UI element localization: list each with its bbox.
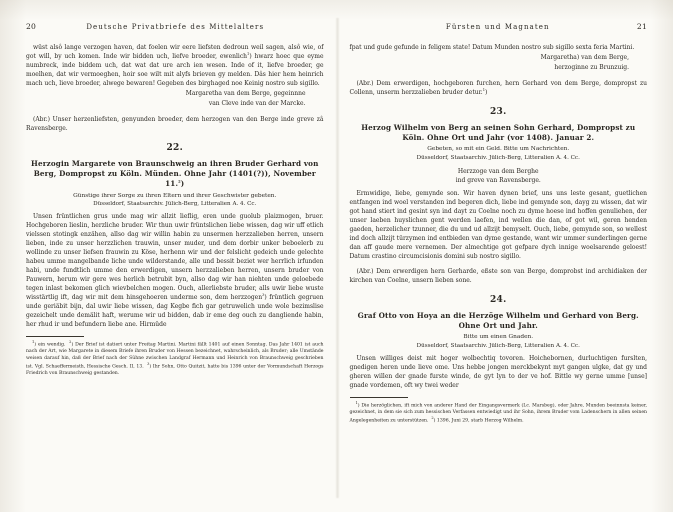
- section-23-verse-line-2: ind greve van Ravensberge.: [455, 176, 541, 184]
- section-22-subtitle: Günstige ihrer Sorge zu ihren Eltern und ihrer Geschwister gebeten.: [73, 192, 277, 199]
- section-24-text: Unsen williges deist mit hoger wolbechtiq tovoren. Hoichebornen, durluchtigen furslten, gnedigen heren unde lieve ome. Uns hebbe jongen merckbekynt myt gangen ulgke, dat gy und gheren willen der gnade furste winde, de gyt lyn to der ve hof. Bittle wy gerne umme [unse] gnade vordemen, oft wy twei weder: [349, 354, 647, 389]
- right-page-header: [349, 22, 648, 31]
- right-spacer-1: [350, 73, 648, 76]
- left-folio-number: 20: [26, 22, 37, 31]
- section-23-number: 23.: [489, 107, 507, 117]
- left-page-header: [26, 22, 325, 31]
- right-folio-number: 21: [636, 22, 647, 31]
- left-address-note: (Abr.) Unser herzenliefsten, genyunden broeder, dem herzogen van den Berge inde greve zâ Ravensberge.: [26, 116, 324, 132]
- left-footnote-rule: [26, 336, 84, 337]
- left-footnote-1: $^1$) ein wendig. $^2$) Der Brief ist datiert unter Freitag Martini. Martini fällt 1401 auf einen Sonntag. Das Jahr 1401 ist auch nach der Art, wie Margarete in diesem Briefe ihren Bruder von Hessen bezeichnet, wahrscheinlich, als Bruder; alle Umstände weisen darauf hin, daß der Brief nach der Sühne zwischen Landgraf Hermann und Heinrich von Braunschweig geschrieben ist. Vgl. Schaeffermeisth, Hessische Gesch. II, 13. $^3$) Ihr Sohn, Otto Quitzit, hatte bis 1396 unter der Vormundschaft Herzogs Friedrich von Braunschweig gestanden.: [26, 340, 324, 377]
- left-letter-paragraph-1: Unsen früntlichen grus unde mag wir allzit lieflig, eren unde guolub plaizmogen, bruer. Hochgeboren lieslin, herzliche bruder. Wir thun uwir früntslichen liebe wissen, dag wir uff etlich vielssen stotingk enzähen, allso dag wir willin habin zu unsermen herzzalieben herren, unsern lieben, inde zu unser herzzlichen trauwin, unser muder, und dem dorbir unker beboelerb zu wollinde zu unser liefsen frauwin zu Köse, herhenn wir und der felslicht gedeich unde gelechte habeu umme mangelbande liche unde wilderstande, alle und bessit beziet wer herrlich irfunden habi, unde fundtlich umme den erwerdigen, unsern herzzalieben herren, unsern bruder von Pauwern, herum wir gere wes herlich betrubit byn, allso dag wir han niehten unde geloebede tegen inlast bekomen glich wievbelchen mogen. Ouch, allerliebste bruder, alls uwir liebe wuste wisstärtlig ift, dag wir mit dem hinsgehoeren underme son, dem herzzogen$^3$) früntlich gegruen unde geriäbit bijn, dal uwir liebe wissen, dag Kegbe fich gar getruwelich unde wole bezimslise gezeichelt unde demälit haft, werume wir ud bidden, dab ir eme deg ouch zu dangliende habin, her rhud ir und befundern liebe ane. Hirmüde: [26, 213, 324, 329]
- section-24-number: 24.: [489, 295, 507, 306]
- right-signature-line-2: herzoginne zu Brunzuig.: [554, 64, 629, 71]
- section-24-subtitle: Bitte um einen Gnaden.: [463, 334, 534, 341]
- left-paragraph-1: wüst alsô lange verzogen haven, dat foelen wir eere liefsten dedroun weil sagen, alsô wie, of got will, by uch komen. Inde wir bidden uch, liefve broeder, ewenlich$^1$) hwarz hoec que eyme numbreck, inde biddem uch, dat wat dat ure arch ien wesen. Inde of it, liefve broeder, ge moelhen, dat wir vermoeghen, hoir soe wilt mit alyfs brieven gy melden. Dâs hier hem heinrich mach uch, lieve broeder, alwege bewaren! Gegeben des birghaged noe Keinig nostro sub sigillo.: [26, 44, 324, 87]
- section-24-archive: Düsseldorf, Staatsarchiv. Jülich-Berg, Litteralien A. 4. Cc.: [416, 342, 580, 349]
- right-address-note: (Abr.) Dem erwerdigen, hochgeboren furchen, hern Gerhard von dem Berge, dompropst zu Collenn, unserm herzzalieben bruder detur.$^1$): [349, 80, 647, 96]
- section-23-archive: Düsseldorf, Staatsarchiv. Jülich-Berg, Litteralien A. 4. Cc.: [416, 154, 580, 161]
- right-spacer-2: [350, 261, 648, 264]
- section-23-verse: [350, 167, 648, 185]
- section-23-verse-line-1: Herzzoge van dem Berghe: [457, 167, 539, 175]
- left-column: [26, 43, 324, 425]
- section-23-subtitle: Gebeten, so mit ein Geld. Bitte um Nachrichten.: [427, 146, 570, 153]
- section-22-title: Herzogin Margarete von Braunschweig an ihren Bruder Gerhard von Berg, Dompropst zu Köln. Münden. Ohne Jahr (1401(?)), November 11.$^2$): [31, 158, 319, 189]
- left-spacer-1: [26, 109, 324, 112]
- section-23-address-note: (Abr.) Dem erwerdigen hern Gerharde, eßste son van Berge, domprobst ind archidiaken der kirchen van Coelne, unsern lieben sone.: [349, 268, 647, 285]
- right-paragraph-1: fpat und gude gefunde in feligem state! Datum Munden nostro sub sigillo sexta feria Martini.: [349, 44, 635, 51]
- section-22-number: 22.: [166, 143, 184, 153]
- section-23-text: Ermwidige, liebe, gemynde son. Wir haven dynen brief, uns uns leste gesant, guetlichen entfangen ind woel verstanden ind begeren dich, liebe ind gemynde son, dayg zu wissen, dat wir got hand stiert ind gesint syn ind dayt zu Coelne noch zu dyme hoese ind hoffen genuliehen, der unser laeben huyslichen gent werden laefen, ind wellen die dan, of got wil, geren henden gaeden, herzelicher tzunner, die du und ud allzijt bemyselt. Ouch, liebe, gemynde son, so wellest ind doch allzijt türzymen ind entbieden van dyme gestande, want wir ummer sunderlingen gerne dan aff gaude mere vernemen. Der almechtige got gefpare dych innige woelsarende geloest! Datum crastino circumcisionis domini sub nostro sigillo.: [349, 189, 647, 260]
- right-footnote-1: $^1$) Die herzöglichen, ift mich von anderer Hand der Eingangsvermerk (Lc. Marsbeg), oder Jahre, Munden beeinnsta keiner, gezeichnet, in dem sie sich zum hessischen Verfassen entwiedigt und ihr Sohn, ihrem Bruder vom Ladenschern in allen seinen Angelegenheiten zu unterstützen. $^2$) 1396, Juni 29, starb Herzog Wilhelm.: [349, 400, 647, 424]
- section-22-archive: Düsseldorf, Staatsarchiv. Jülich-Berg, Litteralien A. 4. Cc.: [93, 201, 257, 208]
- left-running-head: Deutsche Privatbriefe des Mittelalters: [86, 23, 265, 31]
- section-24-title: Graf Otto von Hoya an die Herzöge Wilhelm und Gerhard von Berg. Ohne Ort und Jahr.: [357, 310, 639, 331]
- right-running-head: Fürsten und Magnaten: [445, 23, 550, 31]
- right-footnotes: [350, 397, 648, 426]
- page-gutter: [336, 18, 339, 498]
- right-column: [350, 43, 648, 425]
- right-footnote-rule: [350, 397, 408, 398]
- left-signature-line-2: van Cleve inde van der Marcke.: [208, 100, 306, 107]
- left-signature-line-1: Margaretha van dem Berge, gegeinnne: [185, 90, 306, 97]
- right-signature-line-1: Margaretha) van dem Berge,: [540, 54, 629, 61]
- section-23-title: Herzog Wilhelm von Berg an seinen Sohn Gerhard, Dompropst zu Köln. Ohne Ort und Jahr (vor 1408). Januar 2.: [361, 122, 636, 142]
- left-footnotes: [26, 336, 324, 378]
